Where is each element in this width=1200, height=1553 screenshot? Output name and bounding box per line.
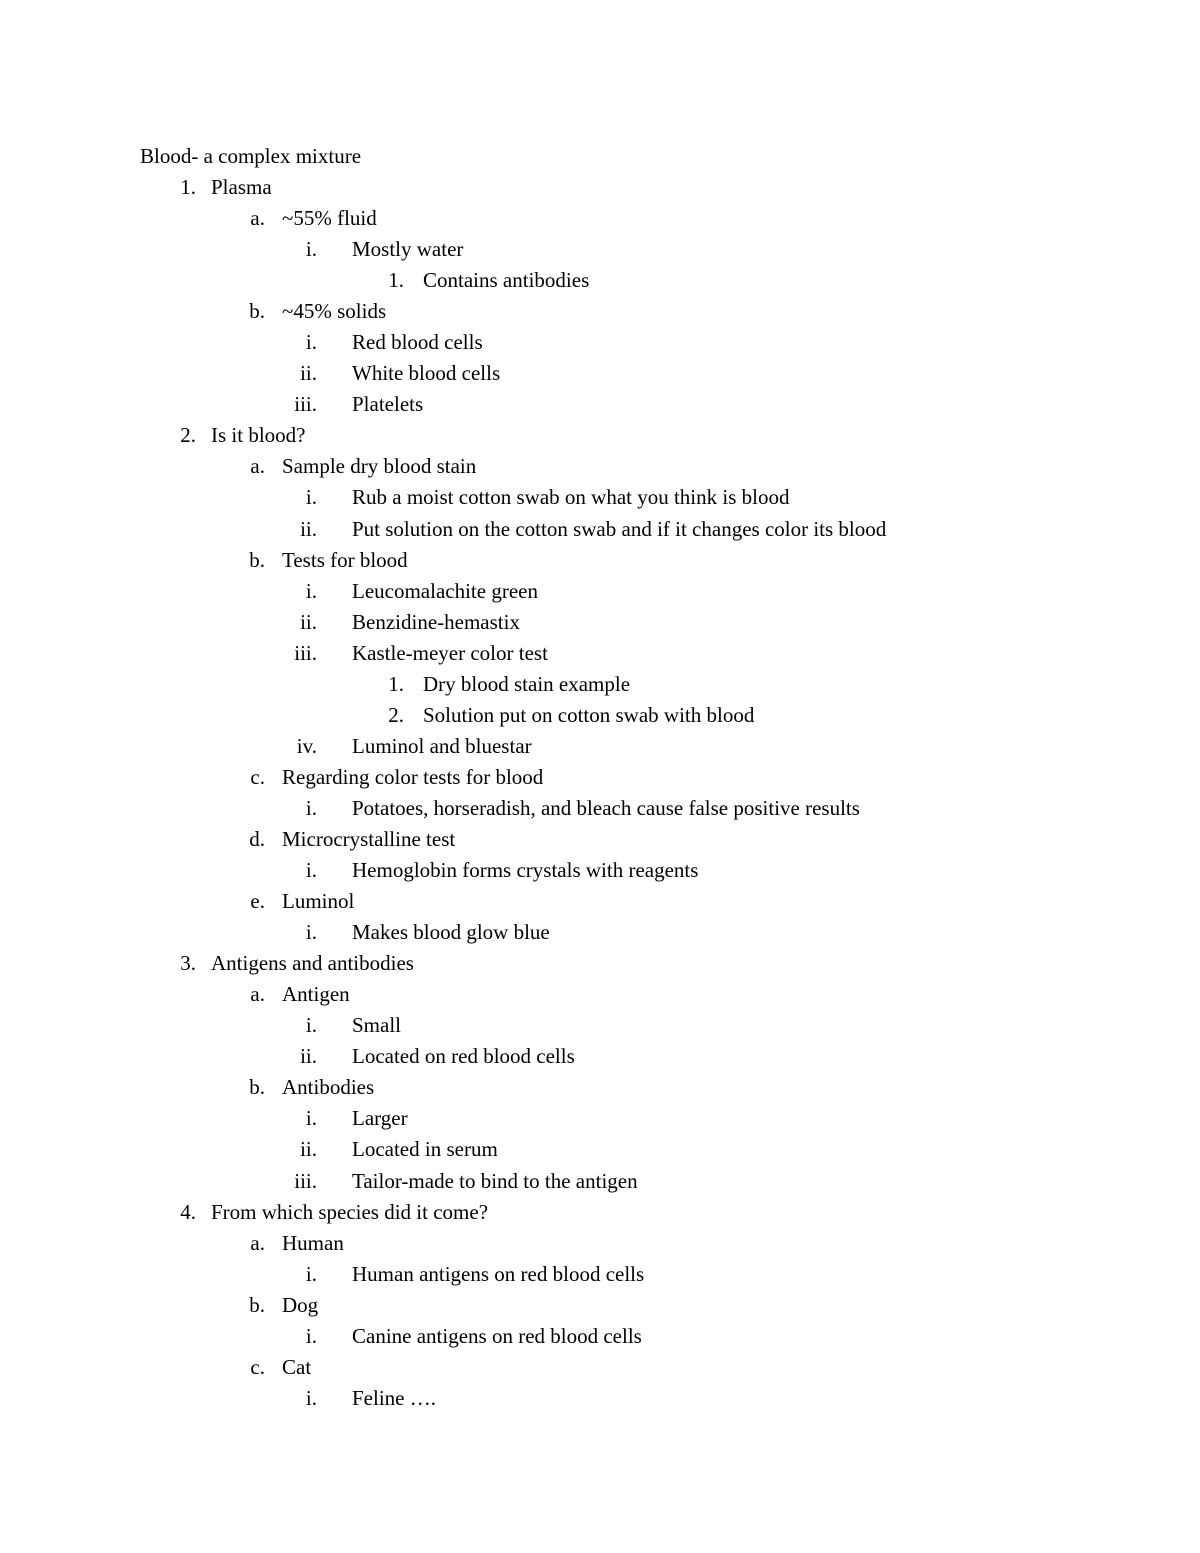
outline-item-marker: 1. xyxy=(388,671,404,696)
outline-item-marker: a. xyxy=(250,454,265,479)
outline-item-text: Located in serum xyxy=(352,1137,498,1162)
outline-list xyxy=(0,172,1200,1414)
outline-item-text: From which species did it come? xyxy=(211,1199,489,1224)
outline-item xyxy=(0,1103,1200,1134)
outline-item-marker: b. xyxy=(249,299,265,324)
outline-item xyxy=(0,731,1200,762)
outline-item-text: Antigen xyxy=(282,982,350,1007)
outline-item-marker: b. xyxy=(249,1075,265,1100)
outline-item-marker: 2. xyxy=(180,423,196,448)
outline-item xyxy=(0,234,1200,265)
outline-item-text: Leucomalachite green xyxy=(352,578,538,603)
outline-item xyxy=(0,1352,1200,1383)
outline-item-text: Dog xyxy=(282,1292,319,1317)
outline-item xyxy=(0,545,1200,576)
outline-item xyxy=(0,886,1200,917)
outline-item xyxy=(0,203,1200,234)
outline-item-text: Human xyxy=(282,1230,344,1255)
outline-item-marker: a. xyxy=(250,982,265,1007)
outline-item-text: Feline …. xyxy=(352,1385,436,1410)
outline-item xyxy=(0,296,1200,327)
outline-item-marker: i. xyxy=(305,237,317,262)
outline-item-marker: c. xyxy=(250,1354,265,1379)
outline-item xyxy=(0,482,1200,513)
outline-item-text: Solution put on cotton swab with blood xyxy=(423,702,755,727)
outline-item-marker: i. xyxy=(305,920,317,945)
outline-item xyxy=(0,700,1200,731)
outline-item xyxy=(0,1166,1200,1197)
outline-item-marker: ii. xyxy=(300,609,317,634)
outline-item xyxy=(0,1197,1200,1228)
outline-item-marker: d. xyxy=(249,826,265,851)
outline-item-marker: 4. xyxy=(180,1199,196,1224)
outline-item-text: Put solution on the cotton swab and if it changes color its blood xyxy=(352,516,887,541)
outline-item-marker: iii. xyxy=(294,392,317,417)
document-title: Blood- a complex mixture xyxy=(140,144,362,168)
outline-item-text: Canine antigens on red blood cells xyxy=(352,1323,642,1348)
outline-item xyxy=(0,793,1200,824)
outline-item-text: Potatoes, horseradish, and bleach cause false positive results xyxy=(352,795,860,820)
outline-item xyxy=(0,172,1200,203)
outline-item-marker: ii. xyxy=(300,361,317,386)
outline-item-text: Located on red blood cells xyxy=(352,1044,575,1069)
outline-item-marker: b. xyxy=(249,547,265,572)
outline-item-marker: iv. xyxy=(296,733,317,758)
outline-item xyxy=(0,265,1200,296)
outline-item xyxy=(0,358,1200,389)
outline-item xyxy=(0,514,1200,545)
outline-item-text: ~55% fluid xyxy=(282,206,377,231)
outline-item-text: Tests for blood xyxy=(282,547,408,572)
outline-item xyxy=(0,1041,1200,1072)
outline-item-text: Cat xyxy=(282,1354,312,1379)
outline-item-marker: iii. xyxy=(294,640,317,665)
outline-item xyxy=(0,389,1200,420)
outline-item xyxy=(0,917,1200,948)
outline-item-marker: 1. xyxy=(388,268,404,293)
outline-item xyxy=(0,1228,1200,1259)
outline-item xyxy=(0,855,1200,886)
outline-item-text: Dry blood stain example xyxy=(423,671,631,696)
outline-item-marker: iii. xyxy=(294,1168,317,1193)
outline-item xyxy=(0,420,1200,451)
outline-item-marker: i. xyxy=(305,330,317,355)
outline-item-text: Luminol and bluestar xyxy=(352,733,532,758)
outline-item-marker: i. xyxy=(305,485,317,510)
outline-item-marker: i. xyxy=(305,1106,317,1131)
outline-item-marker: a. xyxy=(250,1230,265,1255)
outline-item xyxy=(0,948,1200,979)
outline-item-marker: ii. xyxy=(300,516,317,541)
outline-item-text: Platelets xyxy=(352,392,424,417)
outline-item xyxy=(0,1072,1200,1103)
outline-item xyxy=(0,1010,1200,1041)
outline-item xyxy=(0,1259,1200,1290)
outline-item-text: Hemoglobin forms crystals with reagents xyxy=(352,858,699,883)
outline-item xyxy=(0,1290,1200,1321)
outline-item-text: Antigens and antibodies xyxy=(211,951,414,976)
outline-item-text: Human antigens on red blood cells xyxy=(352,1261,645,1286)
outline-item xyxy=(0,638,1200,669)
outline-item-marker: i. xyxy=(305,795,317,820)
outline-item-marker: i. xyxy=(305,578,317,603)
outline-item xyxy=(0,576,1200,607)
outline-item-text: Antibodies xyxy=(282,1075,375,1100)
outline-item-marker: ii. xyxy=(300,1137,317,1162)
outline-item-marker: c. xyxy=(250,764,265,789)
outline-item-marker: ii. xyxy=(300,1044,317,1069)
outline-item-text: Plasma xyxy=(211,175,272,199)
outline-item xyxy=(0,327,1200,358)
outline-item-text: Tailor-made to bind to the antigen xyxy=(352,1168,638,1193)
outline-item xyxy=(0,979,1200,1010)
outline-item-text: Small xyxy=(352,1013,402,1038)
outline-item-marker: 3. xyxy=(180,951,196,976)
outline-item-text: Regarding color tests for blood xyxy=(282,764,544,789)
outline-item-marker: i. xyxy=(305,1013,317,1038)
outline-item xyxy=(0,1383,1200,1414)
outline-item-marker: e. xyxy=(250,889,265,914)
outline-item-text: Larger xyxy=(352,1106,408,1131)
outline-item-text: Makes blood glow blue xyxy=(352,920,550,945)
outline-item-text: Kastle-meyer color test xyxy=(352,640,548,665)
outline-item-text: ~45% solids xyxy=(282,299,387,324)
outline-item xyxy=(0,669,1200,700)
outline-item xyxy=(0,762,1200,793)
outline-item xyxy=(0,1134,1200,1165)
outline-item-text: Benzidine-hemastix xyxy=(352,609,520,634)
outline-item-text: Red blood cells xyxy=(352,330,483,355)
outline-item xyxy=(0,1321,1200,1352)
outline-item-marker: a. xyxy=(250,206,265,231)
outline-item-marker: 1. xyxy=(180,175,196,199)
outline-item xyxy=(0,607,1200,638)
outline-item-text: Sample dry blood stain xyxy=(282,454,477,479)
outline-item-text: Contains antibodies xyxy=(423,268,590,293)
outline-item-marker: 2. xyxy=(388,702,404,727)
outline-item xyxy=(0,451,1200,482)
outline-item-marker: i. xyxy=(305,1385,317,1410)
outline-item-text: Microcrystalline test xyxy=(282,826,456,851)
outline-item-marker: i. xyxy=(305,858,317,883)
outline-item-text: Is it blood? xyxy=(211,423,306,448)
outline-item-text: White blood cells xyxy=(352,361,501,386)
outline-item-marker: b. xyxy=(249,1292,265,1317)
outline-item-marker: i. xyxy=(305,1261,317,1286)
outline-item-text: Luminol xyxy=(282,889,355,914)
outline-item-marker: i. xyxy=(305,1323,317,1348)
outline-item-text: Rub a moist cotton swab on what you think is blood xyxy=(352,485,790,510)
outline-item xyxy=(0,824,1200,855)
outline-item-text: Mostly water xyxy=(352,237,464,262)
